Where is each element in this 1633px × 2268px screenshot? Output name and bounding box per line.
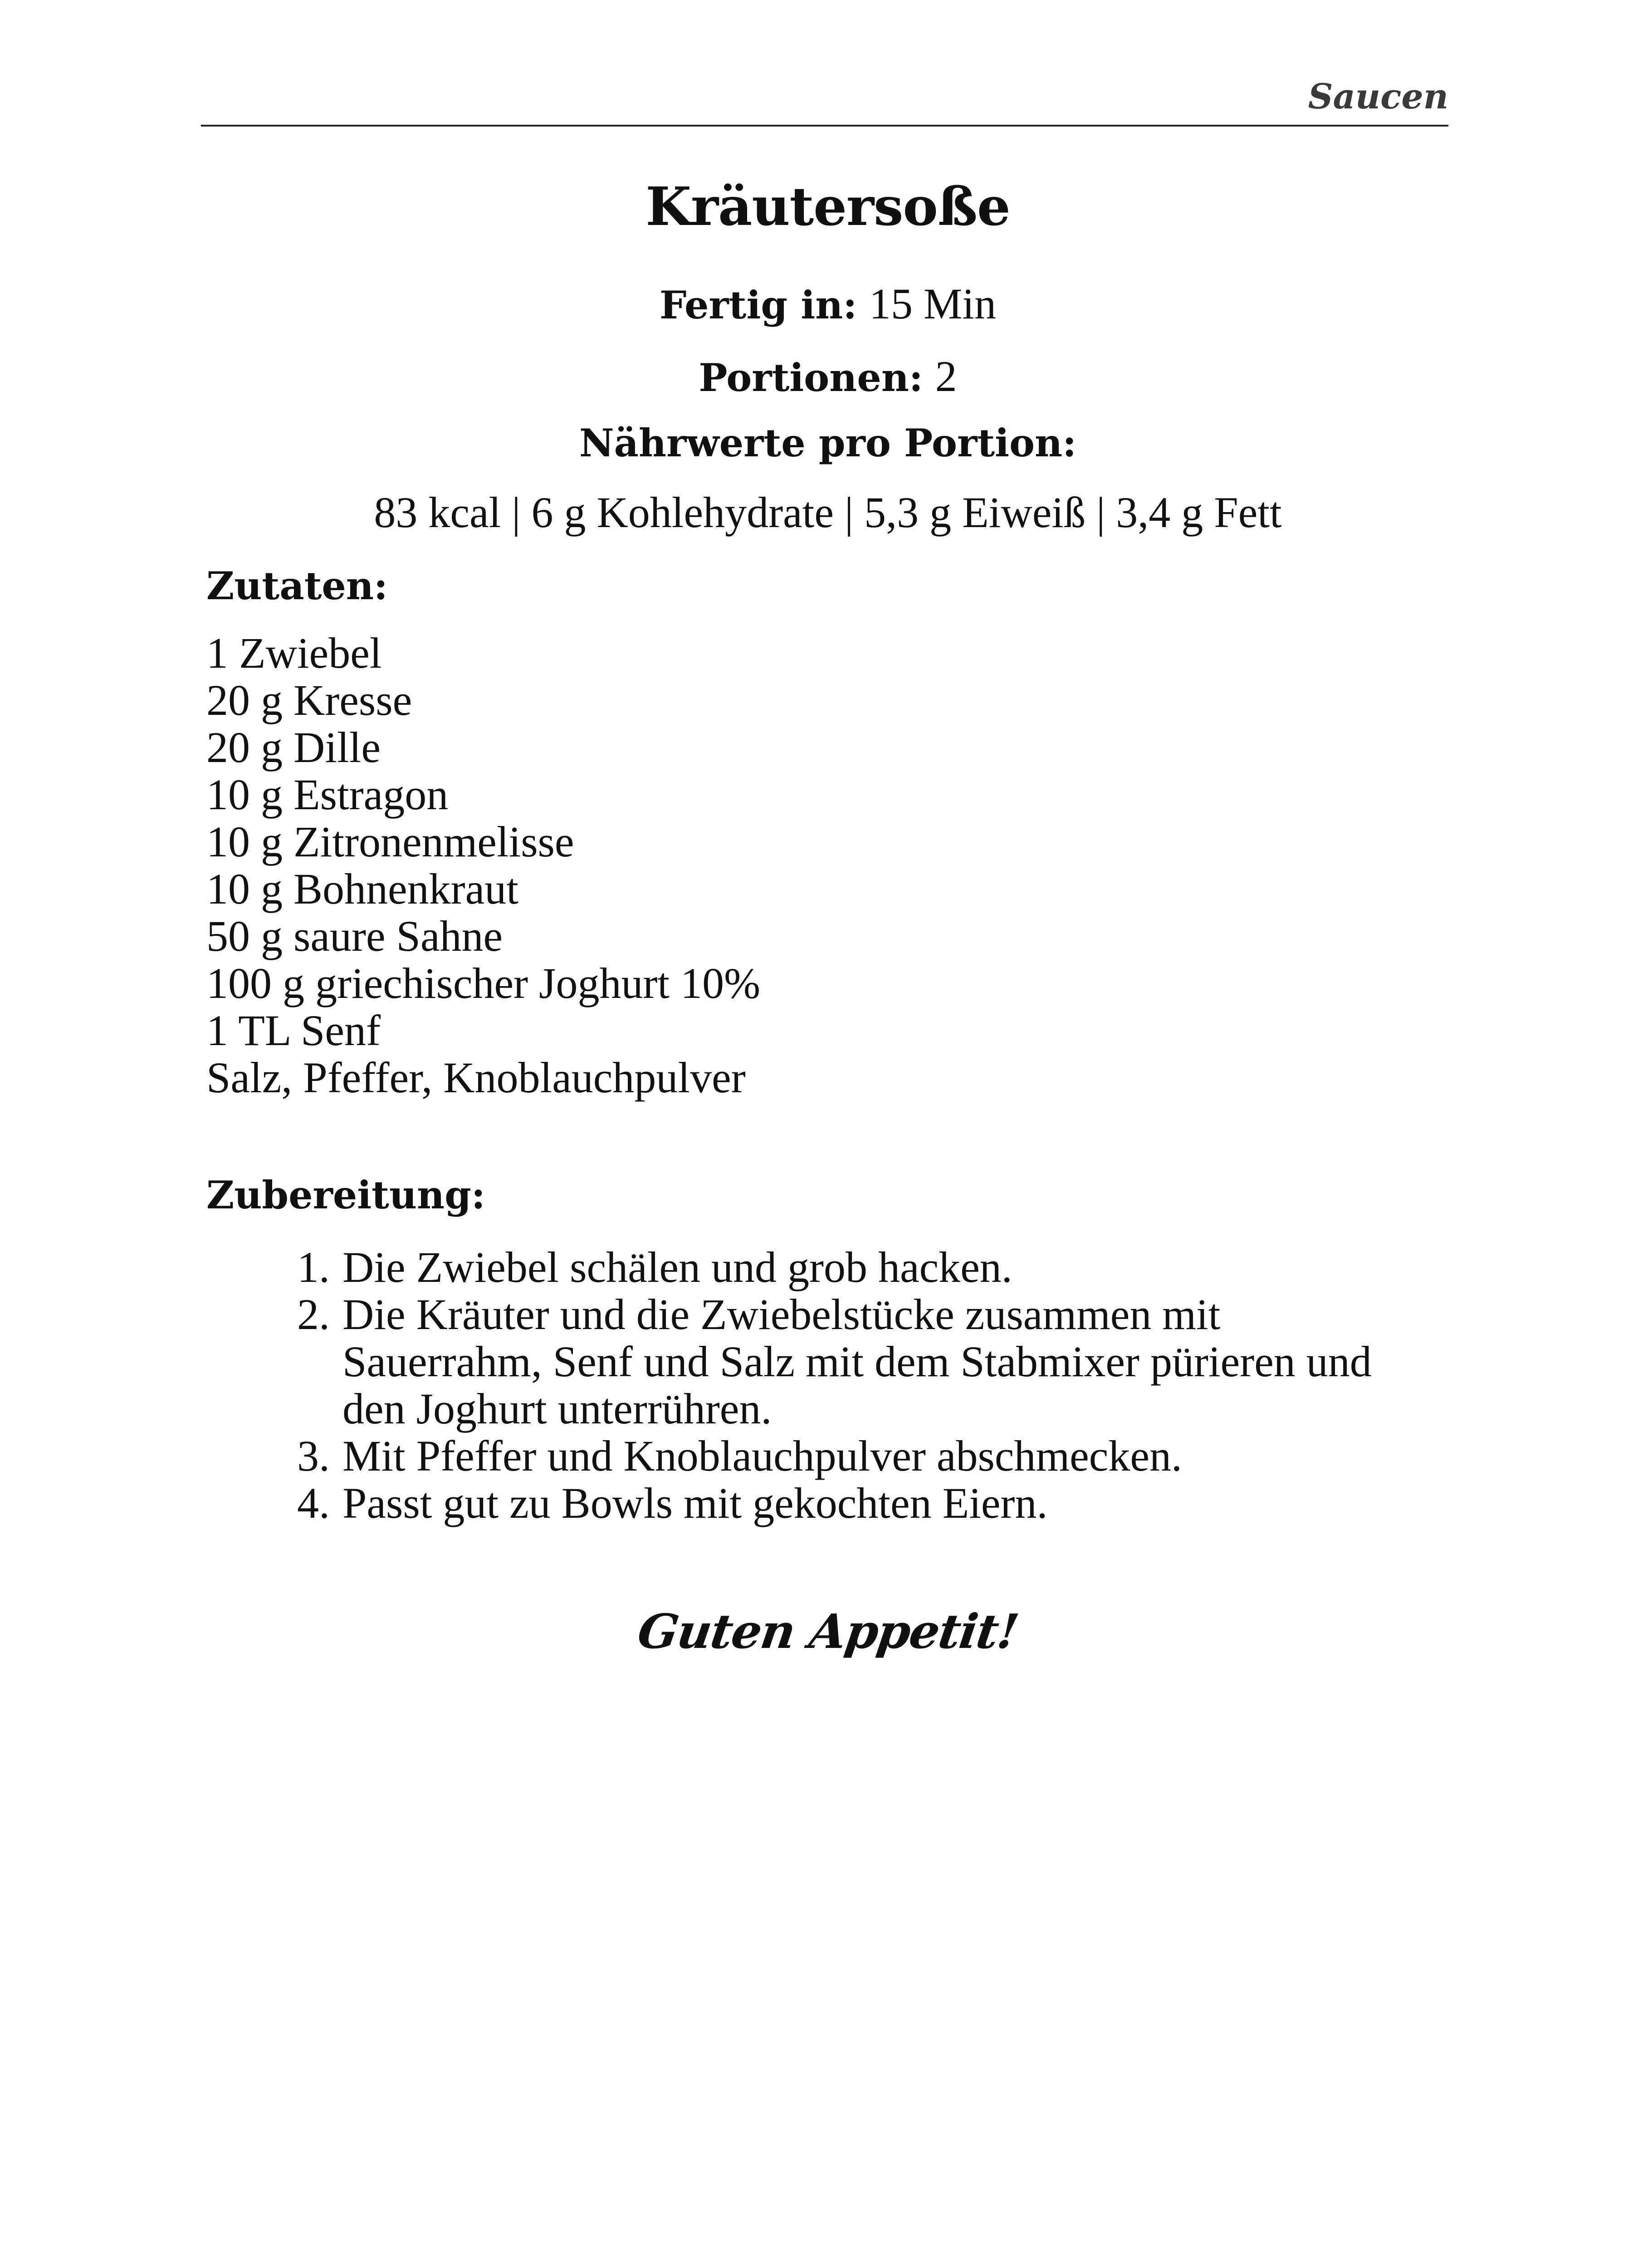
running-header-section: Saucen xyxy=(1308,76,1448,117)
recipe-title: Kräutersoße xyxy=(645,176,1010,238)
ready-time-label: Fertig in: xyxy=(659,283,857,327)
step-item xyxy=(206,1480,1449,1527)
ingredient-item: 20 g Dille xyxy=(206,723,381,772)
step-item xyxy=(206,1291,1449,1432)
step-text: Die Zwiebel schälen und grob hacken. xyxy=(342,1243,1012,1291)
step-number: 4. xyxy=(297,1479,330,1527)
ingredient-item: 10 g Estragon xyxy=(206,770,449,819)
ingredient-item: Salz, Pfeffer, Knoblauchpulver xyxy=(206,1053,746,1102)
preparation-heading: Zubereitung: xyxy=(206,1173,485,1217)
ingredient-item: 10 g Zitronenmelisse xyxy=(206,817,574,866)
nutrition-values: 83 kcal | 6 g Kohlehydrate | 5,3 g Eiweiß | 3,4 g Fett xyxy=(374,488,1282,537)
ready-time-line xyxy=(206,279,1449,328)
closing-greeting: Guten Appetit! xyxy=(634,1603,1022,1659)
nutrition-heading-line xyxy=(206,420,1449,465)
ingredient-item: 1 Zwiebel xyxy=(206,629,382,677)
step-text: Passt gut zu Bowls mit gekochten Eiern. xyxy=(342,1479,1048,1527)
header-divider xyxy=(201,125,1448,127)
step-number: 1. xyxy=(297,1243,330,1291)
servings-label: Portionen: xyxy=(699,355,923,400)
ingredient-item: 100 g griechischer Joghurt 10% xyxy=(206,959,761,1007)
step-item xyxy=(206,1244,1449,1291)
ingredient-item: 50 g saure Sahne xyxy=(206,912,503,960)
ingredient-item: 1 TL Senf xyxy=(206,1006,381,1055)
preparation-steps xyxy=(206,1244,1449,1527)
servings-value: 2 xyxy=(935,352,957,401)
step-number: 3. xyxy=(297,1432,330,1480)
ingredient-item: 20 g Kresse xyxy=(206,676,412,724)
step-number: 2. xyxy=(297,1290,330,1339)
ingredients-list xyxy=(206,630,760,1101)
ingredients-heading: Zutaten: xyxy=(206,563,388,608)
step-item xyxy=(206,1432,1449,1480)
nutrition-label: Nährwerte pro Portion: xyxy=(579,420,1077,465)
ready-time-value: 15 Min xyxy=(869,279,997,328)
step-text: Mit Pfeffer und Knoblauchpulver abschmecken. xyxy=(342,1432,1182,1480)
ingredient-item: 10 g Bohnenkraut xyxy=(206,865,518,913)
step-text: Die Kräuter und die Zwiebelstücke zusammen mit Sauerrahm, Senf und Salz mit dem Stabmixer pürieren und den Joghurt unterrühren. xyxy=(342,1290,1372,1433)
servings-line xyxy=(206,352,1449,401)
